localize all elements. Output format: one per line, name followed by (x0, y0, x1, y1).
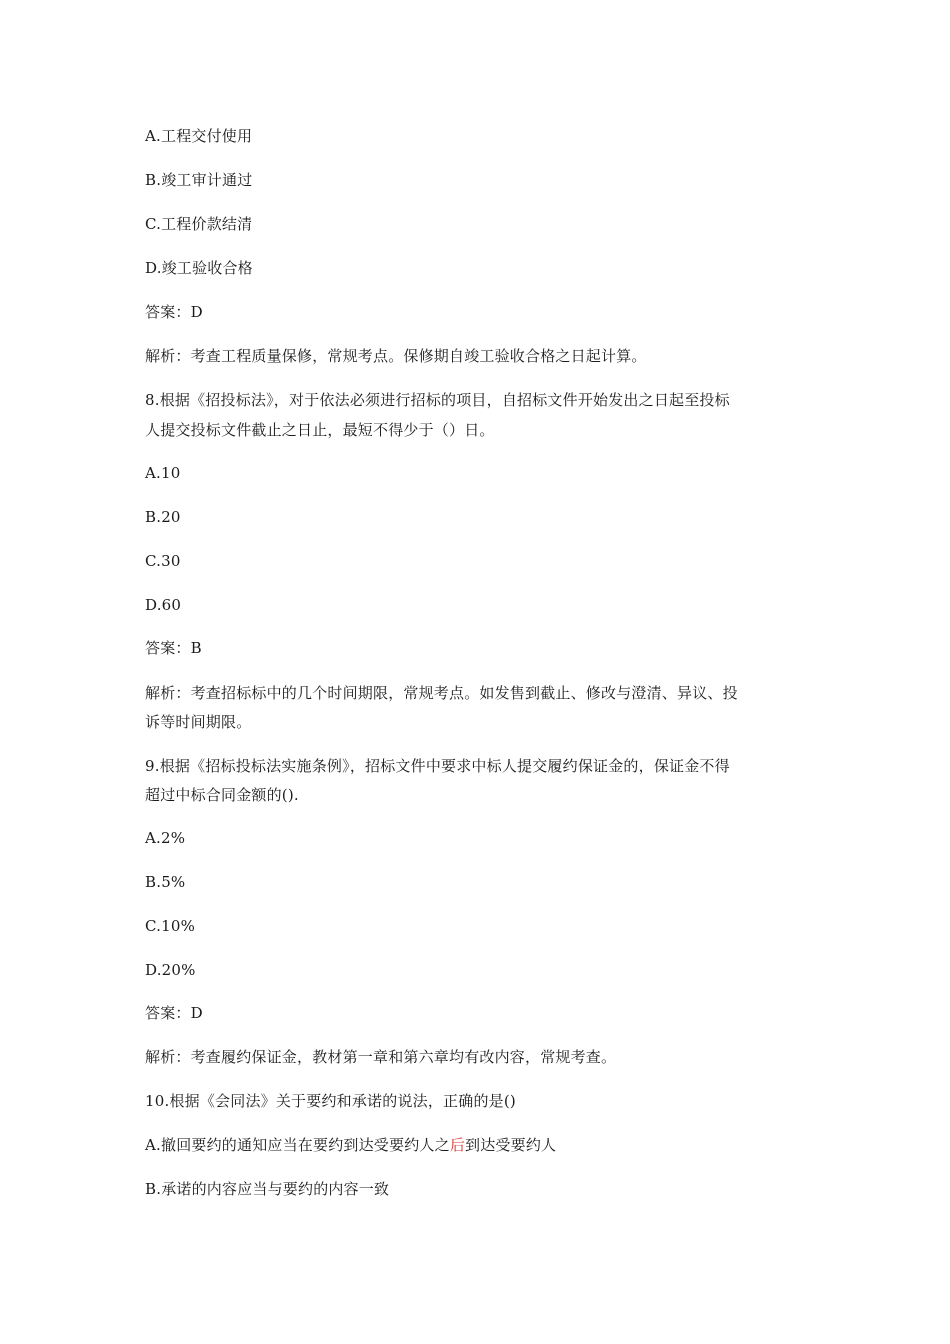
q10-question: 10.根据《会同法》关于要约和承诺的说法，正确的是() (145, 1092, 516, 1110)
q8-analysis-line1: 解析：考查招标标中的几个时间期限，常规考点。如发售到截止、修改与澄清、异议、投 (145, 684, 738, 702)
q9-question-line2: 超过中标合同金额的(). (145, 786, 299, 804)
q8-analysis-line2: 诉等时间期限。 (145, 713, 252, 731)
q10-option-a-tail: 到达受要约人 (465, 1136, 557, 1154)
q10-option-a (145, 1135, 556, 1155)
q8-question-line1: 8.根据《招投标法》，对于依法必须进行招标的项目，自招标文件开始发出之日起至投标 (145, 391, 730, 409)
q8-question-line2: 人提交投标文件截止之日止，最短不得少于（）日。 (145, 421, 495, 439)
q7-option-d: D.竣工验收合格 (145, 259, 253, 277)
q7-answer: 答案：D (145, 303, 203, 321)
q7-option-b: B.竣工审计通过 (145, 171, 253, 189)
q9-option-b: B.5% (145, 873, 186, 891)
q8-answer: 答案：B (145, 639, 202, 657)
q10-option-a-highlight: 后 (449, 1136, 466, 1154)
q9-option-d: D.20% (145, 961, 196, 979)
q9-answer: 答案：D (145, 1004, 203, 1022)
q9-option-c: C.10% (145, 917, 196, 935)
q9-analysis: 解析：考查履约保证金，教材第一章和第六章均有改内容，常规考查。 (145, 1048, 617, 1066)
q9-question-line1: 9.根据《招标投标法实施条例》，招标文件中要求中标人提交履约保证金的，保证金不得 (145, 757, 730, 775)
q8-option-d: D.60 (145, 596, 182, 614)
q7-analysis: 解析：考查工程质量保修，常规考点。保修期自竣工验收合格之日起计算。 (145, 347, 647, 365)
q8-option-a: A.10 (145, 464, 181, 482)
q10-option-a-text: A.撤回要约的通知应当在要约到达受要约人之 (145, 1136, 450, 1154)
q7-option-c: C.工程价款结清 (145, 215, 253, 233)
q8-option-c: C.30 (145, 552, 181, 570)
q9-option-a: A.2% (145, 829, 186, 847)
q8-option-b: B.20 (145, 508, 181, 526)
q10-option-b: B.承诺的内容应当与要约的内容一致 (145, 1180, 390, 1198)
q7-option-a: A.工程交付使用 (145, 127, 253, 145)
